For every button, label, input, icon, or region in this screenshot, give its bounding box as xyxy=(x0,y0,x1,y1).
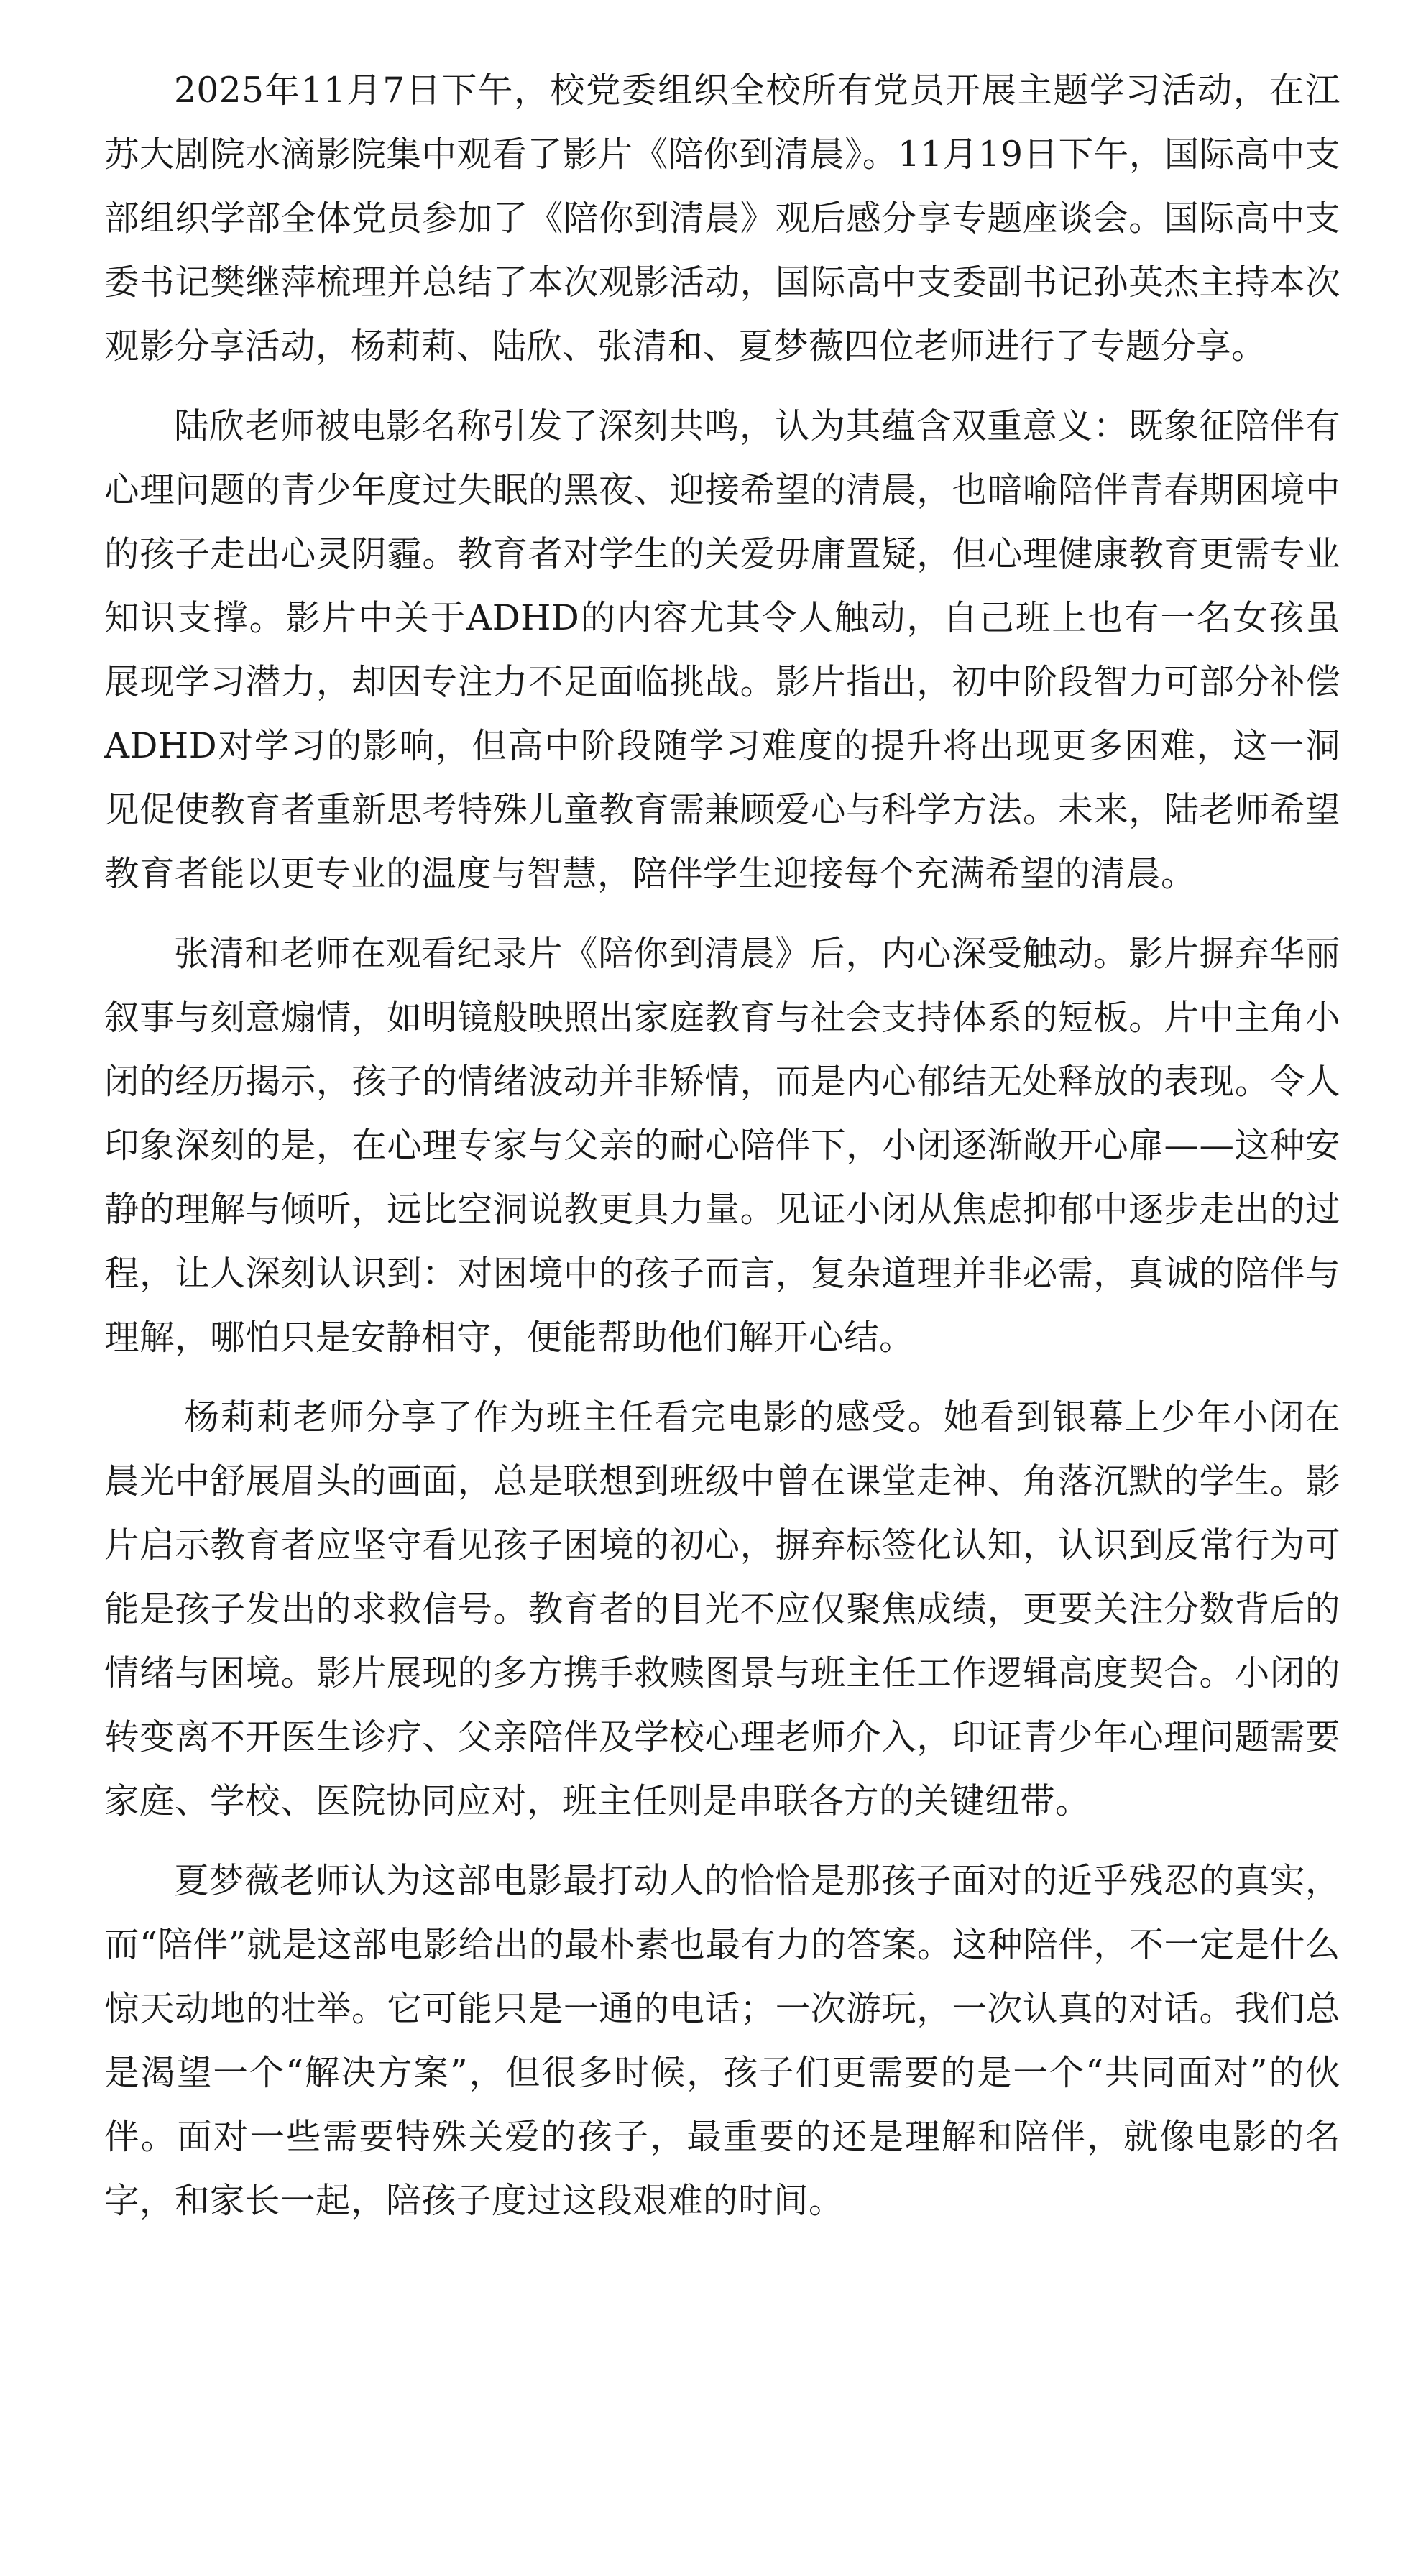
article-body xyxy=(104,59,1340,2249)
paragraph-zhang-qinghe: 张清和老师在观看纪录片《陪你到清晨》后，内心深受触动。影片摒弃华丽叙事与刻意煽情，如明镜般映照出家庭教育与社会支持体系的短板。片中主角小闭的经历揭示，孩子的情绪波动并非矫情，而是内心郁结无处释放的表现。令人印象深刻的是，在心理专家与父亲的耐心陪伴下，小闭逐渐敞开心扉——这种安静的理解与倾听，远比空洞说教更具力量。见证小闭从焦虑抑郁中逐步走出的过程，让人深刻认识到：对困境中的孩子而言，复杂道理并非必需，真诚的陪伴与理解，哪怕只是安静相守，便能帮助他们解开心结。 xyxy=(104,934,1340,1358)
paragraph-lu-xin: 陆欣老师被电影名称引发了深刻共鸣，认为其蕴含双重意义：既象征陪伴有心理问题的青少年度过失眠的黑夜、迎接希望的清晨，也暗喻陪伴青春期困境中的孩子走出心灵阴霾。教育者对学生的关爱毋庸置疑，但心理健康教育更需专业知识支撑。影片中关于ADHD的内容尤其令人触动，自己班上也有一名女孩虽展现学习潜力，却因专注力不足面临挑战。影片指出，初中阶段智力可部分补偿ADHD对学习的影响，但高中阶段随学习难度的提升将出现更多困难，这一洞见促使教育者重新思考特殊儿童教育需兼顾爱心与科学方法。未来，陆老师希望教育者能以更专业的温度与智慧，陪伴学生迎接每个充满希望的清晨。 xyxy=(104,406,1340,894)
paragraph-intro: 2025年11月7日下午，校党委组织全校所有党员开展主题学习活动，在江苏大剧院水滴影院集中观看了影片《陪你到清晨》。11月19日下午，国际高中支部组织学部全体党员参加了《陪你到清晨》观后感分享专题座谈会。国际高中支委书记樊继萍梳理并总结了本次观影活动，国际高中支委副书记孙英杰主持本次观影分享活动，杨莉莉、陆欣、张清和、夏梦薇四位老师进行了专题分享。 xyxy=(104,70,1340,367)
paragraph-yang-lili: 杨莉莉老师分享了作为班主任看完电影的感受。她看到银幕上少年小闭在晨光中舒展眉头的画面，总是联想到班级中曾在课堂走神、角落沉默的学生。影片启示教育者应坚守看见孩子困境的初心，摒弃标签化认知，认识到反常行为可能是孩子发出的求救信号。教育者的目光不应仅聚焦成绩，更要关注分数背后的情绪与困境。影片展现的多方携手救赎图景与班主任工作逻辑高度契合。小闭的转变离不开医生诊疗、父亲陪伴及学校心理老师介入，印证青少年心理问题需要家庭、学校、医院协同应对，班主任则是串联各方的关键纽带。 xyxy=(104,1397,1340,1821)
paragraph-xia-mengwei: 夏梦薇老师认为这部电影最打动人的恰恰是那孩子面对的近乎残忍的真实，而“陪伴”就是这部电影给出的最朴素也最有力的答案。这种陪伴，不一定是什么惊天动地的壮举。它可能只是一通的电话；一次游玩，一次认真的对话。我们总是渴望一个“解决方案”，但很多时候，孩子们更需要的是一个“共同面对”的伙伴。面对一些需要特殊关爱的孩子，最重要的还是理解和陪伴，就像电影的名字，和家长一起，陪孩子度过这段艰难的时间。 xyxy=(104,1861,1340,2221)
